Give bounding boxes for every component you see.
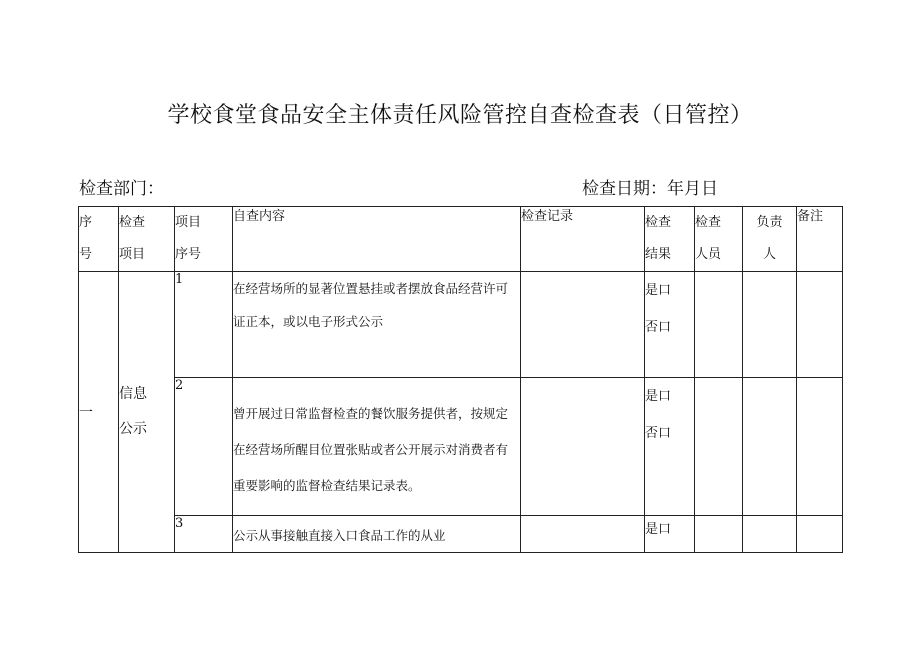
table-row — [79, 272, 843, 378]
row-3-result-yes[interactable]: 是口 — [645, 522, 672, 537]
table-row — [79, 378, 843, 516]
row-3-no: 3 — [175, 516, 233, 553]
header-item-no — [175, 207, 233, 272]
row-1-result[interactable] — [645, 272, 695, 378]
header-owner — [743, 207, 797, 272]
row-2-inspector[interactable] — [695, 378, 743, 516]
group-seq-cell — [79, 272, 119, 553]
header-result-line2: 结果 — [645, 247, 672, 262]
row-2-owner[interactable] — [743, 378, 797, 516]
row-3-result[interactable] — [645, 516, 695, 553]
header-inspector-line1: 检查 — [695, 215, 722, 230]
row-1-content: 在经营场所的显著位置悬挂或者摆放食品经营许可证正本，或以电子形式公示 — [233, 272, 521, 378]
header-item-line1: 检查 — [119, 215, 146, 230]
row-1-record[interactable] — [521, 272, 645, 378]
header-inspector-line2: 人员 — [695, 247, 722, 262]
row-1-result-yes[interactable]: 是口 — [645, 283, 672, 298]
header-owner-line1: 负责 — [756, 215, 783, 230]
group-category-line1: 信息 — [119, 386, 147, 402]
header-seq-line1: 序 — [79, 215, 93, 230]
header-item — [119, 207, 175, 272]
inspection-date-label: 检查日期：年月日 — [582, 179, 718, 199]
group-category-line2: 公示 — [119, 421, 147, 437]
table-row — [79, 516, 843, 553]
header-seq-line2: 号 — [79, 247, 93, 262]
row-1-inspector[interactable] — [695, 272, 743, 378]
row-1-no: 1 — [175, 272, 233, 378]
row-1-result-no[interactable]: 否口 — [645, 320, 672, 335]
row-2-remark[interactable] — [797, 378, 843, 516]
row-2-result-no[interactable]: 否口 — [645, 426, 672, 441]
header-record: 检查记录 — [521, 207, 645, 272]
header-remark: 备注 — [797, 207, 843, 272]
group-category-cell — [119, 272, 175, 553]
row-3-record[interactable] — [521, 516, 645, 553]
row-3-content: 公示从事接触直接入口食品工作的从业 — [233, 516, 521, 553]
row-2-result-yes[interactable]: 是口 — [645, 389, 672, 404]
row-2-content: 曾开展过日常监督检查的餐饮服务提供者，按规定在经营场所醒目位置张贴或者公开展示对消费者有重要影响的监督检查结果记录表。 — [233, 378, 521, 516]
document-title: 学校食堂食品安全主体责任风险管控自查检查表（日管控） — [167, 103, 753, 128]
header-result — [645, 207, 695, 272]
header-seq — [79, 207, 119, 272]
header-inspector — [695, 207, 743, 272]
group-seq: 一 — [79, 405, 93, 421]
table-header-row — [79, 207, 843, 272]
header-item-no-line2: 序号 — [175, 247, 202, 262]
row-1-owner[interactable] — [743, 272, 797, 378]
header-content: 自查内容 — [233, 207, 521, 272]
header-owner-line2: 人 — [762, 247, 776, 262]
row-3-inspector[interactable] — [695, 516, 743, 553]
row-2-result[interactable] — [645, 378, 695, 516]
row-2-no: 2 — [175, 378, 233, 516]
row-2-record[interactable] — [521, 378, 645, 516]
row-3-owner[interactable] — [743, 516, 797, 553]
self-check-table — [78, 206, 843, 553]
inspection-department-label: 检查部门： — [79, 179, 164, 199]
header-item-no-line1: 项目 — [175, 215, 202, 230]
header-result-line1: 检查 — [645, 215, 672, 230]
header-item-line2: 项目 — [119, 247, 146, 262]
row-1-remark[interactable] — [797, 272, 843, 378]
row-3-remark[interactable] — [797, 516, 843, 553]
